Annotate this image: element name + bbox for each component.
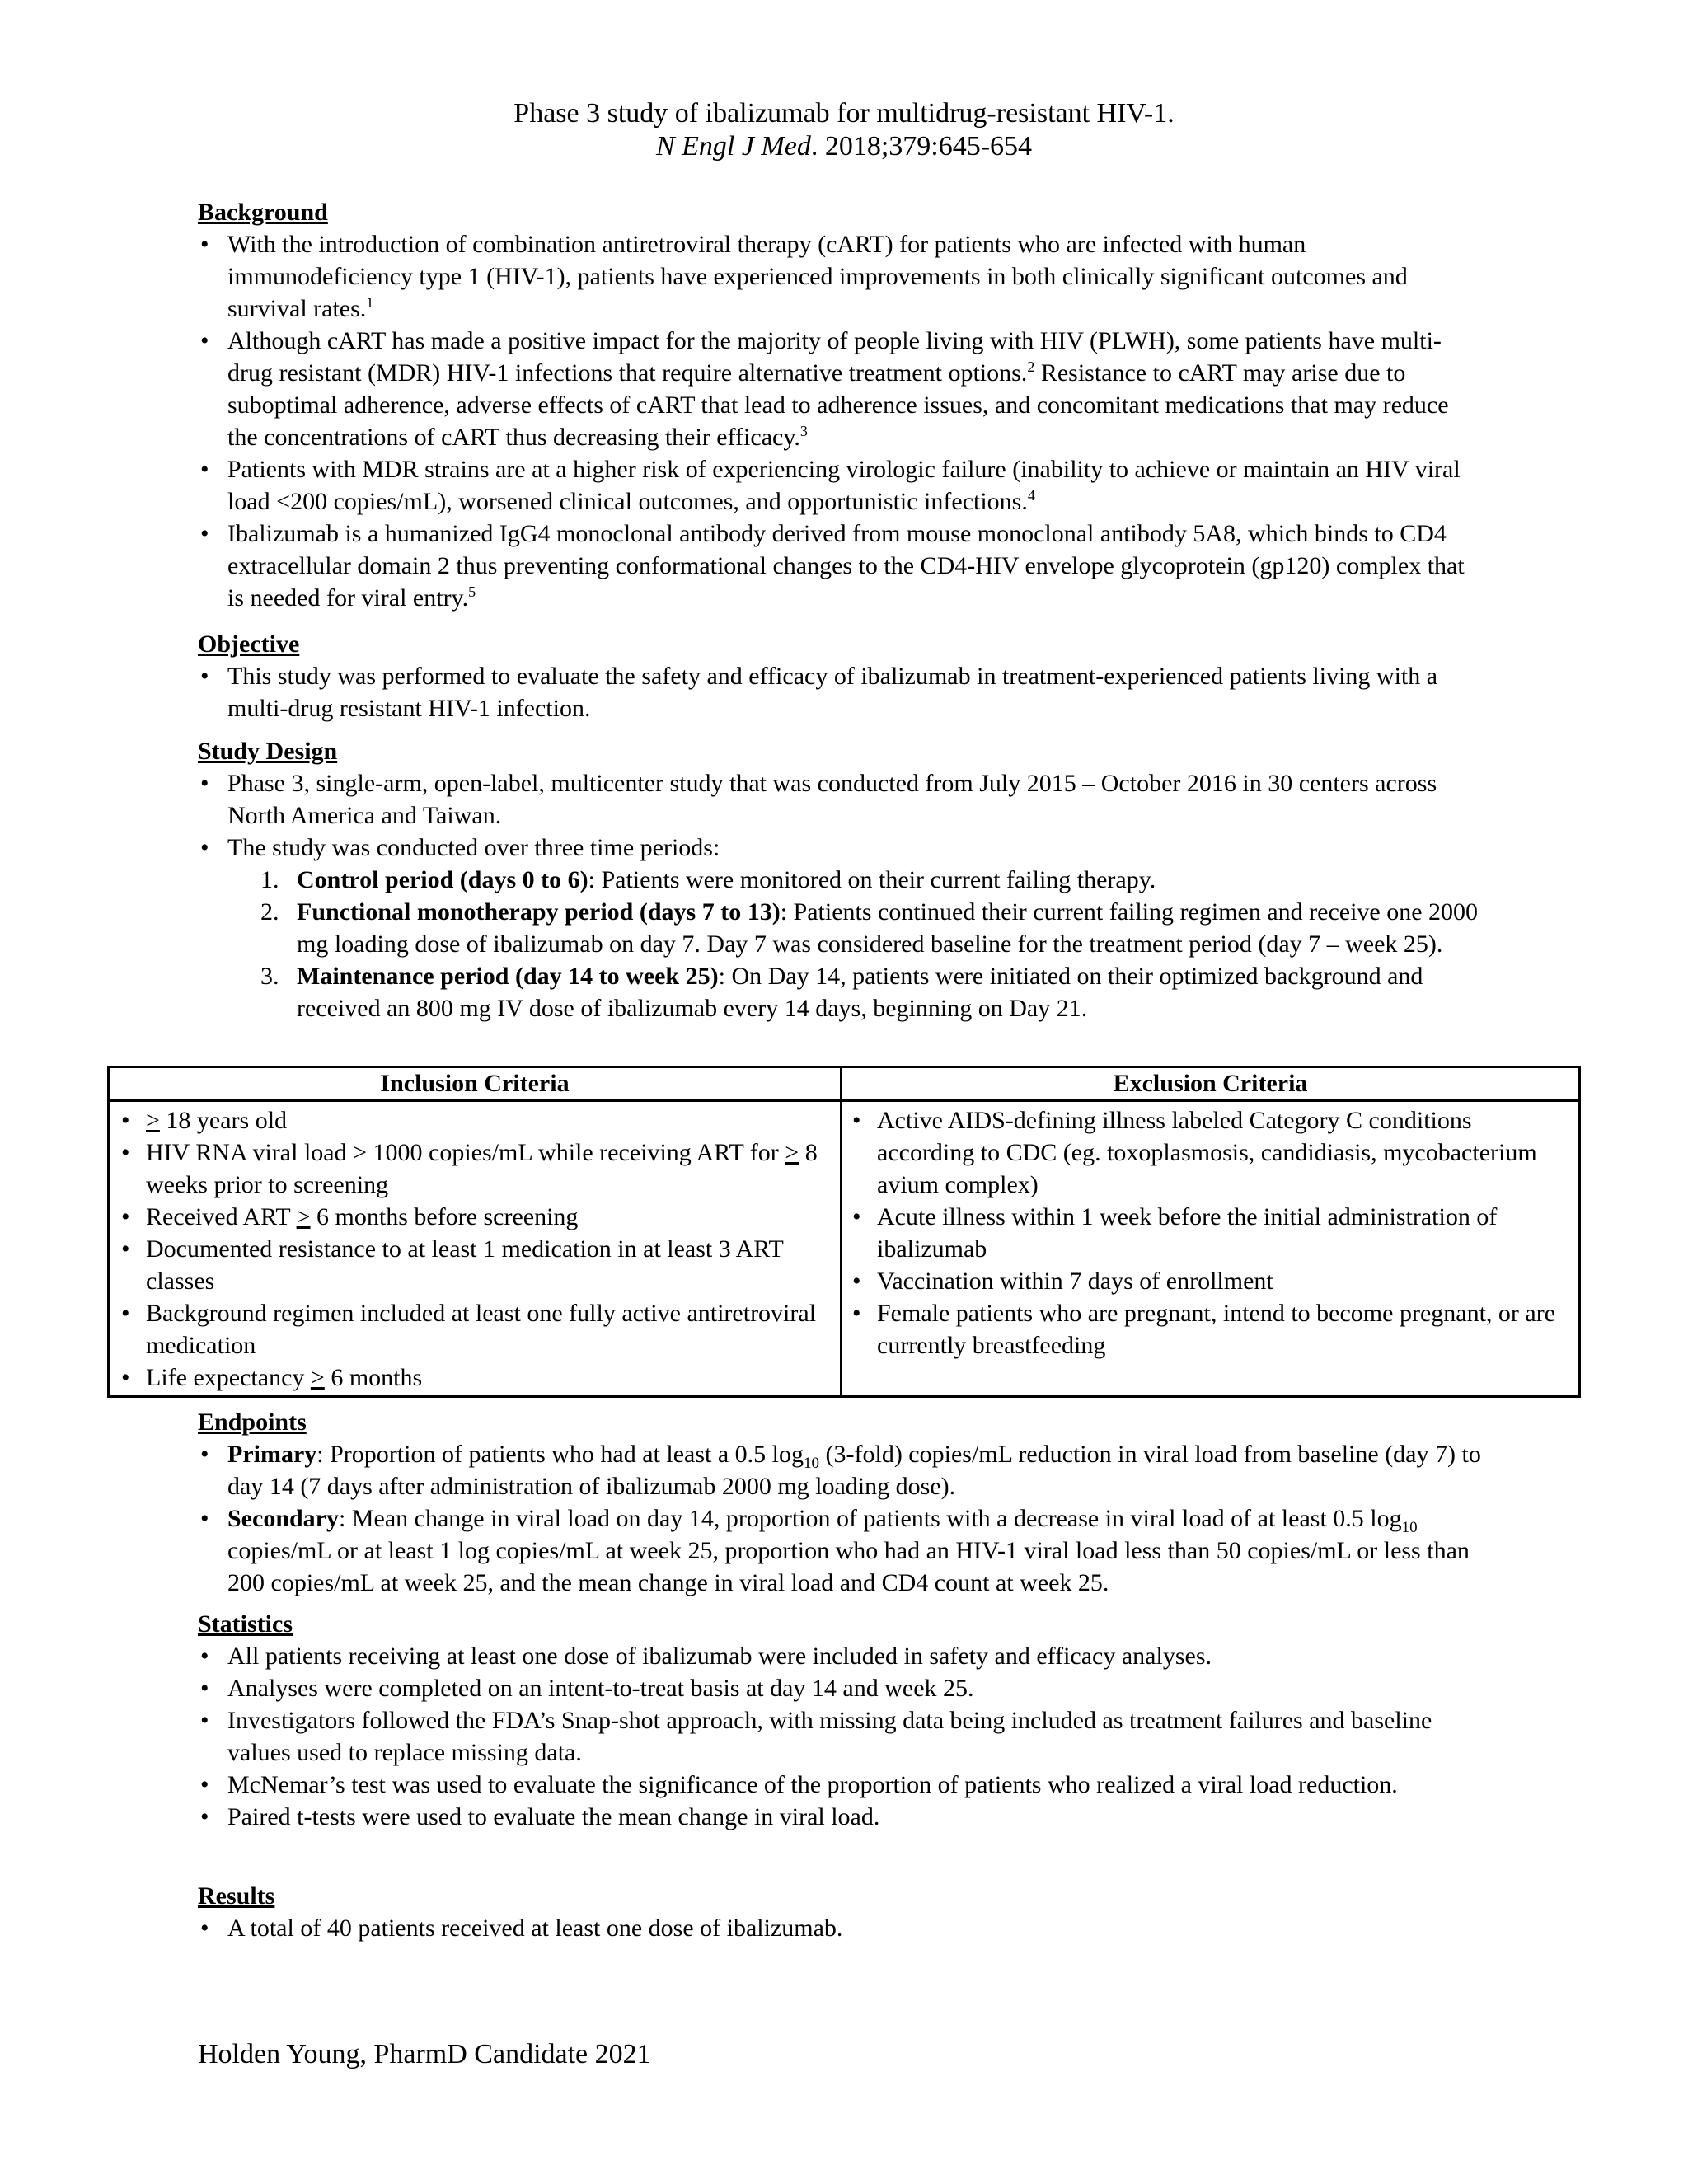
period-item-1: 1. Control period (days 0 to 6): Patients were monitored on their current failing therapy. (260, 866, 1156, 893)
endpoints-section (198, 1407, 1484, 1599)
document-title: Phase 3 study of ibalizumab for multidrug-resistant HIV-1. (513, 98, 1175, 129)
inclusion-item: • Received ART > 6 months before screening (118, 1201, 832, 1233)
statistics-heading: Statistics (198, 1610, 293, 1638)
study-design-section (198, 736, 1484, 1024)
period-item-2: 2. Functional monotherapy period (days 7 to 13): Patients continued their current failing regimen and receive one 2000 mg loading dose of ibalizumab on day 7. Day 7 was considered baseline for the treatment period (day 7 – week 25). (260, 898, 1479, 958)
citation-details: . 2018;379:645-654 (810, 131, 1033, 162)
exclusion-criteria-header: Exclusion Criteria (842, 1068, 1578, 1102)
statistics-section (198, 1609, 1484, 1833)
exclusion-item: • Female patients who are pregnant, intend to become pregnant, or are currently breastfeeding (849, 1297, 1566, 1361)
author-footer: Holden Young, PharmD Candidate 2021 (198, 2039, 651, 2069)
period-item-3: 3. Maintenance period (day 14 to week 25): On Day 14, patients were initiated on their optimized background and received an 800 mg IV dose of ibalizumab every 14 days, beginning on Day 21. (260, 963, 1423, 1022)
criteria-table (107, 1066, 1581, 1398)
journal-name: N Engl J Med (655, 131, 811, 162)
background-bullet-1: • With the introduction of combination antiretroviral therapy (cART) for patients who are infected with human immunodeficiency type 1 (HIV-1), patients have experienced improvements in both clinically significant outcomes and survival rates.$^1$ (198, 228, 1484, 325)
inclusion-item: • Background regimen included at least one fully active antiretroviral medication (118, 1297, 832, 1361)
primary-endpoint: • Primary: Proportion of patients who had at least a 0.5 $\log_{10}$ (3-fold) copies/mL reduction in viral load from baseline (day 7) to day 14 (7 days after administration of ibalizumab 2000 mg loading dose). (198, 1438, 1484, 1502)
background-bullet-2: • Although cART has made a positive impact for the majority of people living with HIV (PLWH), some patients have multi-drug resistant (MDR) HIV-1 infections that require alternative treatment options.$^2$ Resistance to cART may arise due to suboptimal adherence, adverse effects of cART that lead to adherence issues, and concomitant medications that may reduce the concentrations of cART thus decreasing their efficacy.$^3$ (198, 325, 1484, 453)
background-section (198, 197, 1484, 614)
table-column-divider (840, 1068, 842, 1395)
results-heading: Results (198, 1882, 275, 1910)
statistics-bullet-3: • Investigators followed the FDA’s Snap-shot approach, with missing data being included as treatment failures and baseline values used to replace missing data. (198, 1704, 1484, 1769)
statistics-bullet-1: • All patients receiving at least one dose of ibalizumab were included in safety and efficacy analyses. (198, 1640, 1484, 1672)
secondary-endpoint: • Secondary: Mean change in viral load on day 14, proportion of patients with a decrease in viral load of at least 0.5 $\log_{10}$ copies/mL or at least 1 log copies/mL at week 25, proportion who had an HIV-1 viral load less than 50 copies/mL or less than 200 copies/mL at week 25, and the mean change in viral load and CD4 count at week 25. (198, 1502, 1484, 1599)
statistics-bullet-5: • Paired t-tests were used to evaluate the mean change in viral load. (198, 1801, 1484, 1833)
statistics-bullet-4: • McNemar’s test was used to evaluate the significance of the proportion of patients who realized a viral load reduction. (198, 1769, 1484, 1801)
background-heading: Background (198, 199, 328, 226)
citation-line (0, 130, 1688, 163)
results-section (198, 1881, 1484, 1944)
exclusion-item: • Vaccination within 7 days of enrollment (849, 1265, 1566, 1297)
statistics-bullet-2: • Analyses were completed on an intent-to-treat basis at day 14 and week 25. (198, 1672, 1484, 1704)
exclusion-criteria-list (849, 1104, 1566, 1361)
objective-heading: Objective (198, 630, 300, 658)
study-design-heading: Study Design (198, 738, 338, 765)
objective-bullet-1: • This study was performed to evaluate the safety and efficacy of ibalizumab in treatment-experienced patients living with a multi-drug resistant HIV-1 infection. (198, 660, 1484, 724)
design-bullet-2: • The study was conducted over three time periods: (198, 832, 1484, 864)
background-bullet-4: • Ibalizumab is a humanized IgG4 monoclonal antibody derived from mouse monoclonal antibody 5A8, which binds to CD4 extracellular domain 2 thus preventing conformational changes to the CD4-HIV envelope glycoprotein (gp120) complex that is needed for viral entry.$^5$ (198, 518, 1484, 614)
exclusion-item: • Acute illness within 1 week before the initial administration of ibalizumab (849, 1201, 1566, 1265)
inclusion-item: • Documented resistance to at least 1 medication in at least 3 ART classes (118, 1233, 832, 1297)
endpoints-heading: Endpoints (198, 1408, 307, 1436)
results-bullet-1: • A total of 40 patients received at least one dose of ibalizumab. (198, 1912, 1484, 1944)
objective-section (198, 629, 1484, 724)
inclusion-criteria-header: Inclusion Criteria (110, 1068, 840, 1102)
background-bullet-3: • Patients with MDR strains are at a higher risk of experiencing virologic failure (inability to achieve or maintain an HIV viral load <200 copies/mL), worsened clinical outcomes, and opportunistic infections.$^4$ (198, 453, 1484, 518)
inclusion-item: • Life expectancy > 6 months (118, 1361, 832, 1394)
design-bullet-1: • Phase 3, single-arm, open-label, multicenter study that was conducted from July 2015 – October 2016 in 30 centers across North America and Taiwan. (198, 767, 1484, 832)
inclusion-item: • > 18 years old (118, 1104, 832, 1137)
inclusion-criteria-list (118, 1104, 832, 1394)
inclusion-item: • HIV RNA viral load > 1000 copies/mL while receiving ART for > 8 weeks prior to screening (118, 1137, 832, 1201)
exclusion-item: • Active AIDS-defining illness labeled Category C conditions according to CDC (eg. toxoplasmosis, candidiasis, mycobacterium avium complex) (849, 1104, 1566, 1201)
